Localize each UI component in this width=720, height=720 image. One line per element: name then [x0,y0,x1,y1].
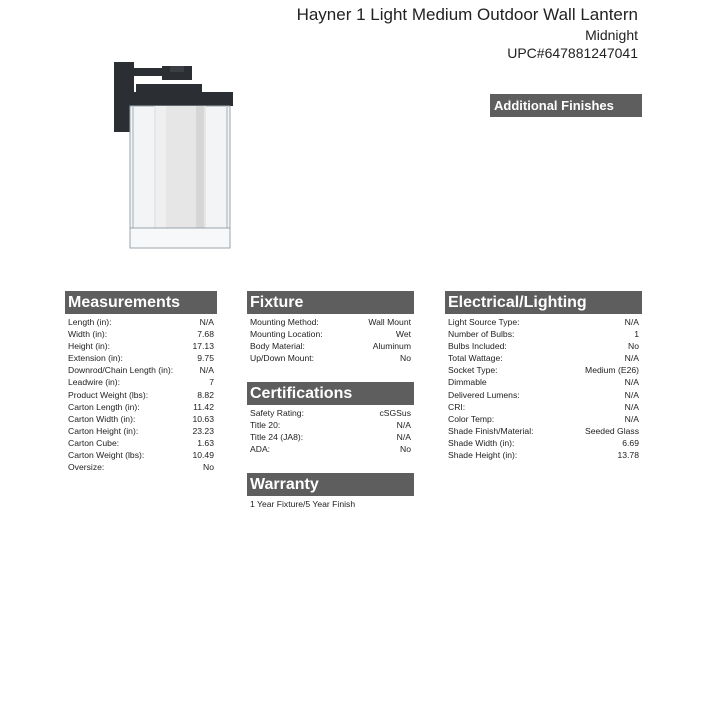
measurements-row [68,328,214,340]
electrical-value: Medium (E26) [585,365,639,376]
measurements-value: No [203,462,214,473]
measurements-value: 11.42 [193,401,214,412]
certifications-label: Safety Rating: [250,408,304,418]
measurements-value: 7 [209,377,214,388]
electrical-row [448,389,639,401]
electrical-value: N/A [624,377,639,388]
fixture-label: Mounting Location: [250,329,323,340]
electrical-label: Dimmable [448,377,487,388]
electrical-row [448,316,639,328]
electrical-label: Number of Bulbs: [448,329,515,340]
measurements-row [68,449,214,461]
certifications-section [247,382,414,455]
certifications-row [250,419,411,431]
certifications-row [250,443,411,455]
measurements-label: Carton Cube: [68,437,120,448]
electrical-heading: Electrical/Lighting [445,291,642,314]
measurements-value: 10.49 [192,450,214,461]
fixture-label: Up/Down Mount: [250,353,315,364]
electrical-value: N/A [624,353,639,364]
electrical-value: 1 [634,329,639,340]
electrical-row [448,413,639,425]
measurements-label: Length (in): [68,317,112,327]
electrical-row [448,328,639,340]
electrical-row [448,425,639,437]
electrical-value: 13.78 [617,450,639,461]
measurements-label: Oversize: [68,462,105,473]
electrical-row [448,401,639,413]
measurements-value: 7.68 [197,329,214,340]
measurements-label: Extension (in): [68,353,123,364]
warranty-heading: Warranty [247,473,414,496]
measurements-heading: Measurements [65,291,217,314]
electrical-section [445,291,642,461]
measurements-label: Downrod/Chain Length (in): [68,365,174,376]
electrical-row [448,340,639,352]
measurements-value: 10.63 [192,413,214,424]
product-upc: UPC#647881247041 [507,45,638,61]
electrical-value: No [628,341,639,352]
electrical-label: Total Wattage: [448,353,503,364]
electrical-row [448,449,639,461]
product-finish: Midnight [585,27,638,43]
measurements-row [68,461,214,473]
fixture-heading: Fixture [247,291,414,314]
measurements-value: N/A [199,317,214,327]
measurements-row [68,401,214,413]
fixture-value: Wall Mount [368,317,411,327]
wall-lantern-image [108,58,238,258]
fixture-label: Body Material: [250,341,305,352]
measurements-label: Height (in): [68,341,111,352]
electrical-value: N/A [624,389,639,400]
fixture-label: Mounting Method: [250,317,319,327]
measurements-row [68,376,214,388]
measurements-value: 8.82 [197,389,214,400]
certifications-value: cSGSus [379,408,411,418]
electrical-label: Bulbs Included: [448,341,507,352]
warranty-text: 1 Year Fixture/5 Year Finish [250,499,356,509]
certifications-row [250,407,411,419]
fixture-value: Wet [395,329,411,340]
fixture-row [250,328,411,340]
electrical-row [448,352,639,364]
measurements-label: Width (in): [68,329,108,340]
measurements-label: Carton Weight (lbs): [68,450,145,461]
electrical-row [448,437,639,449]
fixture-row [250,352,411,364]
measurements-label: Carton Height (in): [68,425,139,436]
electrical-label: Shade Height (in): [448,450,518,461]
electrical-value: N/A [624,317,639,327]
electrical-label: Light Source Type: [448,317,520,327]
certifications-value: N/A [396,420,411,431]
electrical-value: 6.69 [622,437,639,448]
warranty-section [247,473,414,512]
measurements-value: 9.75 [197,353,214,364]
certifications-row [250,431,411,443]
measurements-label: Leadwire (in): [68,377,121,388]
certifications-label: ADA: [250,444,271,455]
certifications-value: No [400,444,411,455]
measurements-value: 17.13 [192,341,214,352]
measurements-label: Product Weight (lbs): [68,389,149,400]
measurements-row [68,389,214,401]
additional-finishes-button[interactable]: Additional Finishes [490,94,642,117]
product-title: Hayner 1 Light Medium Outdoor Wall Lantern [296,5,638,24]
certifications-value: N/A [396,432,411,443]
measurements-row [68,316,214,328]
measurements-row [68,340,214,352]
fixture-value: No [400,353,411,364]
certifications-label: Title 24 (JA8): [250,432,304,443]
electrical-label: Delivered Lumens: [448,389,520,400]
fixture-row [250,340,411,352]
measurements-row [68,437,214,449]
certifications-label: Title 20: [250,420,281,431]
electrical-label: Color Temp: [448,413,495,424]
electrical-label: CRI: [448,401,466,412]
measurements-value: N/A [199,365,214,376]
electrical-value: N/A [624,413,639,424]
measurements-label: Carton Length (in): [68,401,140,412]
measurements-row [68,352,214,364]
product-header [297,4,638,62]
electrical-label: Shade Width (in): [448,437,515,448]
electrical-row [448,364,639,376]
fixture-section [247,291,414,364]
electrical-label: Shade Finish/Material: [448,425,534,436]
fixture-value: Aluminum [372,341,411,352]
certifications-heading: Certifications [247,382,414,405]
electrical-value: N/A [624,401,639,412]
measurements-row [68,425,214,437]
measurements-row [68,413,214,425]
electrical-value: Seeded Glass [585,425,639,436]
measurements-value: 23.23 [192,425,214,436]
electrical-row [448,376,639,388]
fixture-row [250,316,411,328]
measurements-value: 1.63 [197,437,214,448]
measurements-label: Carton Width (in): [68,413,136,424]
measurements-row [68,364,214,376]
electrical-label: Socket Type: [448,365,498,376]
measurements-section [65,291,217,473]
